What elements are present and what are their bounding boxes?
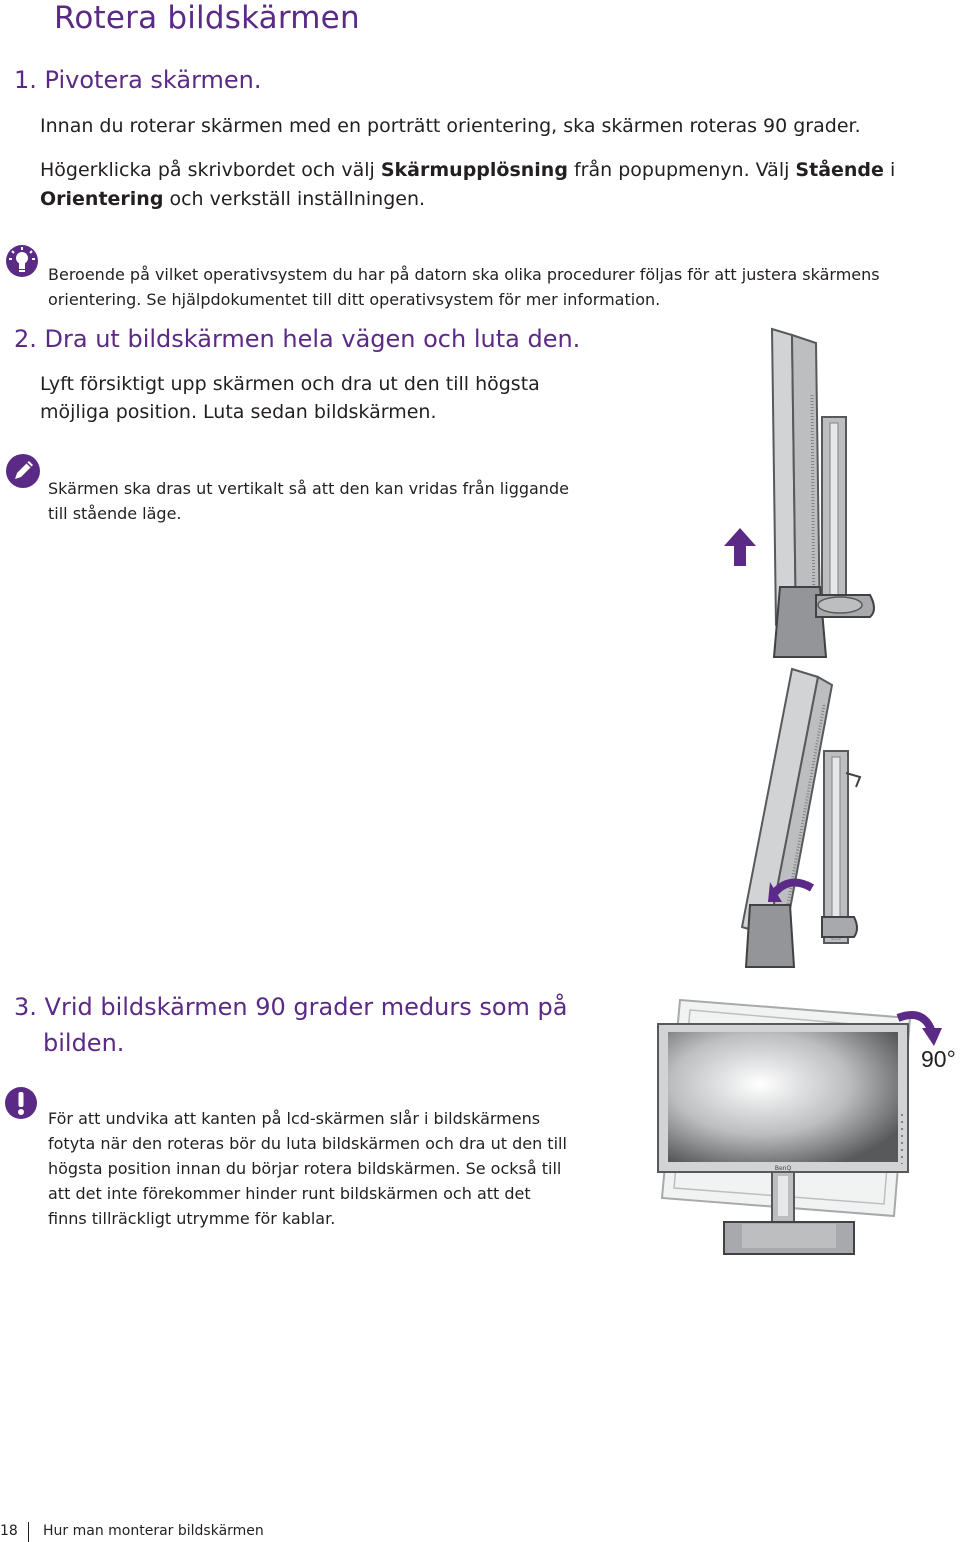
step2-heading: 2. Dra ut bildskärmen hela vägen och luta den. (14, 325, 581, 353)
step1-heading: 1. Pivotera skärmen. (14, 66, 262, 94)
illustration-monitor-tilted (728, 665, 898, 979)
note-line-2: till stående läge. (48, 504, 182, 523)
text-run: i (883, 159, 896, 181)
term-portrait: Stående (795, 159, 884, 181)
angle-label: 90° (921, 1046, 956, 1072)
pencil-icon (4, 452, 44, 494)
page-title: Rotera bildskärmen (54, 0, 360, 36)
illustration-monitor-rotation (632, 994, 916, 1268)
illustration-monitor-raised (720, 325, 890, 669)
warning-line-1: För att undvika att kanten på lcd-skärmen slår i bildskärmens (48, 1109, 541, 1128)
rotate-clockwise-icon (894, 1008, 944, 1050)
warning-line-2: fotyta när den roteras bör du luta bildskärmen och dra ut den till (48, 1134, 567, 1153)
page-number: 18 (0, 1523, 18, 1539)
step3-heading-line-1: 3. Vrid bildskärmen 90 grader medurs som på (14, 993, 568, 1021)
brand-logo: BenQ (774, 1165, 792, 1172)
step2-paragraph-line-2: möjliga position. Luta sedan bildskärmen. (40, 401, 437, 423)
step1-paragraph-1: Innan du roterar skärmen med en porträtt orientering, ska skärmen roteras 90 grader. (40, 115, 861, 137)
footer-section-title: Hur man monterar bildskärmen (43, 1523, 264, 1539)
tip-line-2: orientering. Se hjälpdokumentet till ditt operativsystem för mer information. (48, 290, 661, 309)
warning-line-5: finns tillräckligt utrymme för kablar. (48, 1209, 336, 1228)
warning-icon (4, 1085, 40, 1125)
warning-line-4: att det inte förekommer hinder runt bildskärmen och att det (48, 1184, 531, 1203)
step3-heading-line-2: bilden. (43, 1029, 125, 1057)
text-run: från popupmenyn. Välj (567, 159, 796, 181)
term-screen-resolution: Skärmupplösning (380, 159, 568, 181)
arrow-tilt-icon (768, 862, 818, 906)
warning-line-3: högsta position innan du börjar rotera bildskärmen. Se också till (48, 1159, 562, 1178)
tip-line-1: Beroende på vilket operativsystem du har på datorn ska olika procedurer följas för att justera skärmens (48, 265, 880, 284)
text-run: Högerklicka på skrivbordet och välj (40, 159, 381, 181)
lightbulb-icon (4, 243, 42, 283)
note-line-1: Skärmen ska dras ut vertikalt så att den kan vridas från liggande (48, 479, 569, 498)
arrow-up-icon (724, 528, 756, 572)
text-run: och verkställ inställningen. (163, 188, 426, 210)
term-orientation: Orientering (40, 188, 164, 210)
step1-paragraph-2 (40, 156, 940, 214)
step2-paragraph-line-1: Lyft försiktigt upp skärmen och dra ut den till högsta (40, 373, 540, 395)
footer-divider (28, 1522, 29, 1542)
